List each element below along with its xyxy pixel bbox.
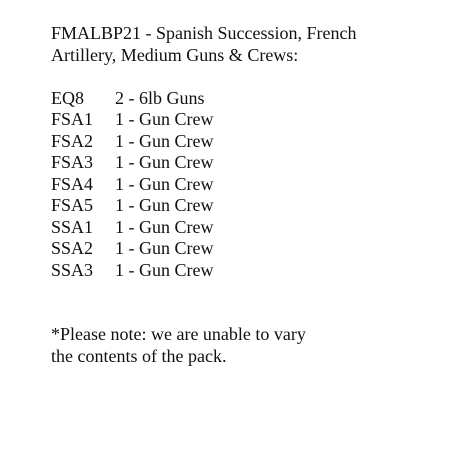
item-code: SSA2	[51, 238, 94, 258]
list-item	[51, 238, 431, 260]
item-description: 1 - Gun Crew	[115, 238, 214, 258]
pack-note	[51, 324, 431, 367]
item-description: 1 - Gun Crew	[115, 109, 214, 129]
list-item	[51, 174, 431, 196]
list-item	[51, 131, 431, 153]
item-description: 1 - Gun Crew	[115, 195, 214, 215]
item-description: 1 - Gun Crew	[115, 173, 214, 194]
item-code: FSA4	[51, 173, 94, 194]
pack-description	[51, 23, 431, 367]
pack-title-line-2: Artillery, Medium Guns & Crews:	[51, 44, 299, 65]
item-code: FSA5	[51, 195, 94, 215]
list-item	[51, 152, 431, 174]
item-description: 1 - Gun Crew	[115, 130, 214, 151]
list-item	[51, 195, 431, 217]
list-item	[51, 217, 431, 239]
list-item	[51, 109, 431, 131]
item-description: 1 - Gun Crew	[115, 152, 214, 172]
item-code: SSA1	[51, 216, 94, 237]
item-description: 2 - 6lb Guns	[115, 87, 205, 108]
item-code: SSA3	[51, 259, 94, 280]
pack-note-line-2: the contents of the pack.	[51, 345, 227, 366]
contents-list	[51, 88, 431, 282]
list-item	[51, 260, 431, 282]
item-code: FSA2	[51, 130, 94, 151]
item-code: FSA1	[51, 109, 94, 129]
item-description: 1 - Gun Crew	[115, 216, 214, 237]
pack-note-line-1: *Please note: we are unable to vary	[51, 324, 306, 344]
item-description: 1 - Gun Crew	[115, 259, 214, 280]
pack-title	[51, 23, 431, 66]
list-item	[51, 88, 431, 110]
item-code: FSA3	[51, 152, 94, 172]
item-code: EQ8	[51, 87, 84, 108]
pack-title-line-1: FMALBP21 - Spanish Succession, French	[51, 23, 357, 43]
